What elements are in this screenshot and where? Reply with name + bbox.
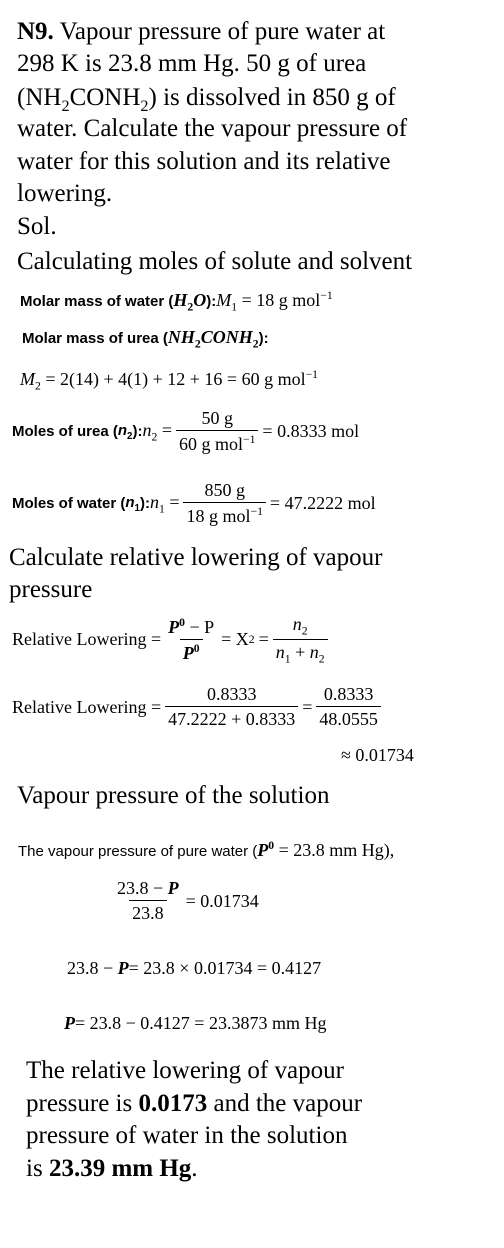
question-line-4: water. Calculate the vapour pressure of [17,115,408,142]
sol-label: Sol. [17,213,57,240]
section1-heading: Calculating moles of solute and solvent [17,248,413,275]
section2-heading-1: Calculate relative lowering of vapour [9,544,383,571]
molar-mass-urea-label: Molar mass of urea ( $NH_2CONH_2$ ): [22,327,269,351]
conclusion-line-4: is 23.39 mm Hg. [26,1155,198,1182]
question-line-5: water for this solution and its relative [17,148,391,175]
question-line-1: N9. Vapour pressure of pure water at [17,18,386,45]
section2-heading-2: pressure [9,576,93,603]
vp-fraction-equation: $\frac{23.8 - P}{23.8}$ = 0.01734 [117,878,259,923]
relative-lowering-approx: ≈ 0.01734 [341,745,414,765]
fraction-moles-urea: $\frac{50 g}{60 g mol^{-1}}$ [176,408,258,455]
conclusion-line-1: The relative lowering of vapour [26,1057,344,1084]
molar-mass-water: Molar mass of water ( $H_2O$ ): $M_1 = 18$ g mol$^{-1}$ [20,289,333,314]
vp-step-2: 23.8 − P= 23.8 × 0.01734 = 0.4127 [67,958,322,978]
question-number: N9. [17,18,54,45]
relative-lowering-calc: Relative Lowering = $\frac{0.8333}{47.2222 + 0.8333}$ = $\frac{0.8333}{48.0555}$ [12,684,385,730]
moles-urea: Moles of urea ( $n_2$ ): $n_2$ = $\frac{50 g}{60 g mol^{-1}}$ = 0.8333 mol [12,408,360,454]
fraction-moles-water: $\frac{850 g}{18 g mol^{-1}}$ [183,480,265,527]
conclusion-line-3: pressure of water in the solution [26,1122,348,1149]
section3-heading: Vapour pressure of the solution [17,782,330,809]
question-line-2: 298 K is 23.8 mm Hg. 50 g of urea [17,50,367,77]
conclusion-line-2: pressure is 0.0173 and the vapour [26,1090,363,1117]
relative-lowering-formula: Relative Lowering = $\frac{P^0 - P}{P^0}$ = X 2 = $\frac{n_2}{n_1 + n_2}$ [12,614,332,665]
vp-step-3: P= 23.8 − 0.4127 = 23.3873 mm Hg [64,1013,327,1033]
molar-mass-urea-calc: $M_2 = 2(14) + 4(1) + 12 + 16 = 60$ g mol$^{-1}$ [20,368,319,393]
question-line-3: $(NH_2CONH_2)$ is dissolved in 850 g of [17,84,396,115]
question-line-6: lowering. [17,180,113,207]
moles-water: Moles of water ( $n_1$ ): $n_1$ = $\frac{850 g}{18 g mol^{-1}}$ = 47.2222 mol [12,480,376,526]
pure-water-vp: The vapour pressure of pure water ($P^0 = 23.8$ mm Hg), [18,839,395,860]
